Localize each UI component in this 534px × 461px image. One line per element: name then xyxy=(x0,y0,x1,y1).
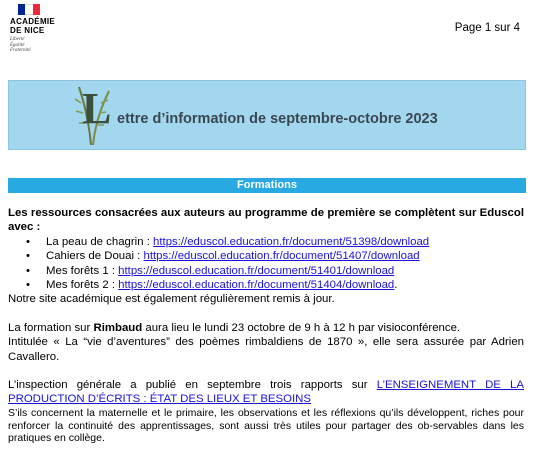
logo-line1: ACADÉMIE xyxy=(10,17,56,26)
resources-list xyxy=(8,235,524,293)
resources-intro: Les ressources consacrées aux auteurs au programme de première se complètent sur Eduscol avec : xyxy=(8,207,524,234)
item-label: Cahiers de Douai : xyxy=(46,250,144,263)
rimbaud-name: Rimbaud xyxy=(93,321,143,334)
rimbaud-post: aura lieu le lundi 23 octobre de 9 h à 12 h par visioconférence. xyxy=(142,321,461,334)
inspection-report-link[interactable]: L’ENSEIGNEMENT DE LA PRODUCTION D’ÉCRITS : ÉTAT DES LIEUX ET BESOINS xyxy=(8,379,524,406)
rimbaud-line2: Intitulée « La “vie d’aventures” des poèmes rimbaldiens de 1870 », elle sera assurée par Adrien Cavallero. xyxy=(8,336,524,363)
page-number: Page 1 sur 4 xyxy=(454,22,520,34)
item-label: Mes forêts 1 : xyxy=(46,264,119,277)
logo-line2: DE NICE xyxy=(10,26,45,35)
flag-red xyxy=(33,4,40,15)
inspection-detail: S’ils concernent la maternelle et le primaire, les observations et les réflexions qu’ils développent, riches pour renforcer la continuité des apprentissages, sont aussi très utiles pour partager des ob-servables dans les pratiques en collège. xyxy=(8,406,524,445)
motto-egalite: Égalité xyxy=(10,42,25,48)
banner-initial: L xyxy=(82,84,112,133)
newsletter-banner xyxy=(8,80,526,150)
main-content xyxy=(8,206,524,445)
item-label: La peau de chagrin : xyxy=(46,235,154,248)
resource-link[interactable]: https://eduscol.education.fr/document/51401/download xyxy=(118,264,395,277)
item-after: . xyxy=(394,279,398,292)
inspection-intro xyxy=(8,378,524,407)
academie-logo xyxy=(10,4,80,54)
rimbaud-line1 xyxy=(8,321,524,335)
logo-motto xyxy=(10,37,80,54)
rimbaud-pre: La formation sur xyxy=(8,321,94,334)
flag-white xyxy=(25,4,32,15)
section-title-formations: Formations xyxy=(8,178,526,193)
flag-blue xyxy=(18,4,25,15)
inspection-text: L’inspection générale a publié en septembre trois rapports sur xyxy=(8,379,377,392)
list-item xyxy=(46,249,524,263)
list-item xyxy=(46,235,524,249)
spacer xyxy=(8,364,524,378)
item-label: Mes forêts 2 : xyxy=(46,279,119,292)
rimbaud-block xyxy=(8,321,524,364)
motto-fraternite: Fraternité xyxy=(10,48,31,53)
banner-title: ettre d’information de septembre-octobre 2023 xyxy=(117,111,438,127)
resource-link[interactable]: https://eduscol.education.fr/document/51398/download xyxy=(153,235,430,248)
motto-liberte: Liberté xyxy=(10,37,25,42)
list-item xyxy=(46,264,524,278)
list-item xyxy=(46,278,524,292)
site-note: Notre site académique est également régulièrement remis à jour. xyxy=(8,293,335,306)
resource-link[interactable]: https://eduscol.education.fr/document/51404/download xyxy=(118,279,395,292)
marianne-flag-icon xyxy=(18,4,40,15)
resource-link[interactable]: https://eduscol.education.fr/document/51407/download xyxy=(143,250,420,263)
spacer xyxy=(8,307,524,321)
